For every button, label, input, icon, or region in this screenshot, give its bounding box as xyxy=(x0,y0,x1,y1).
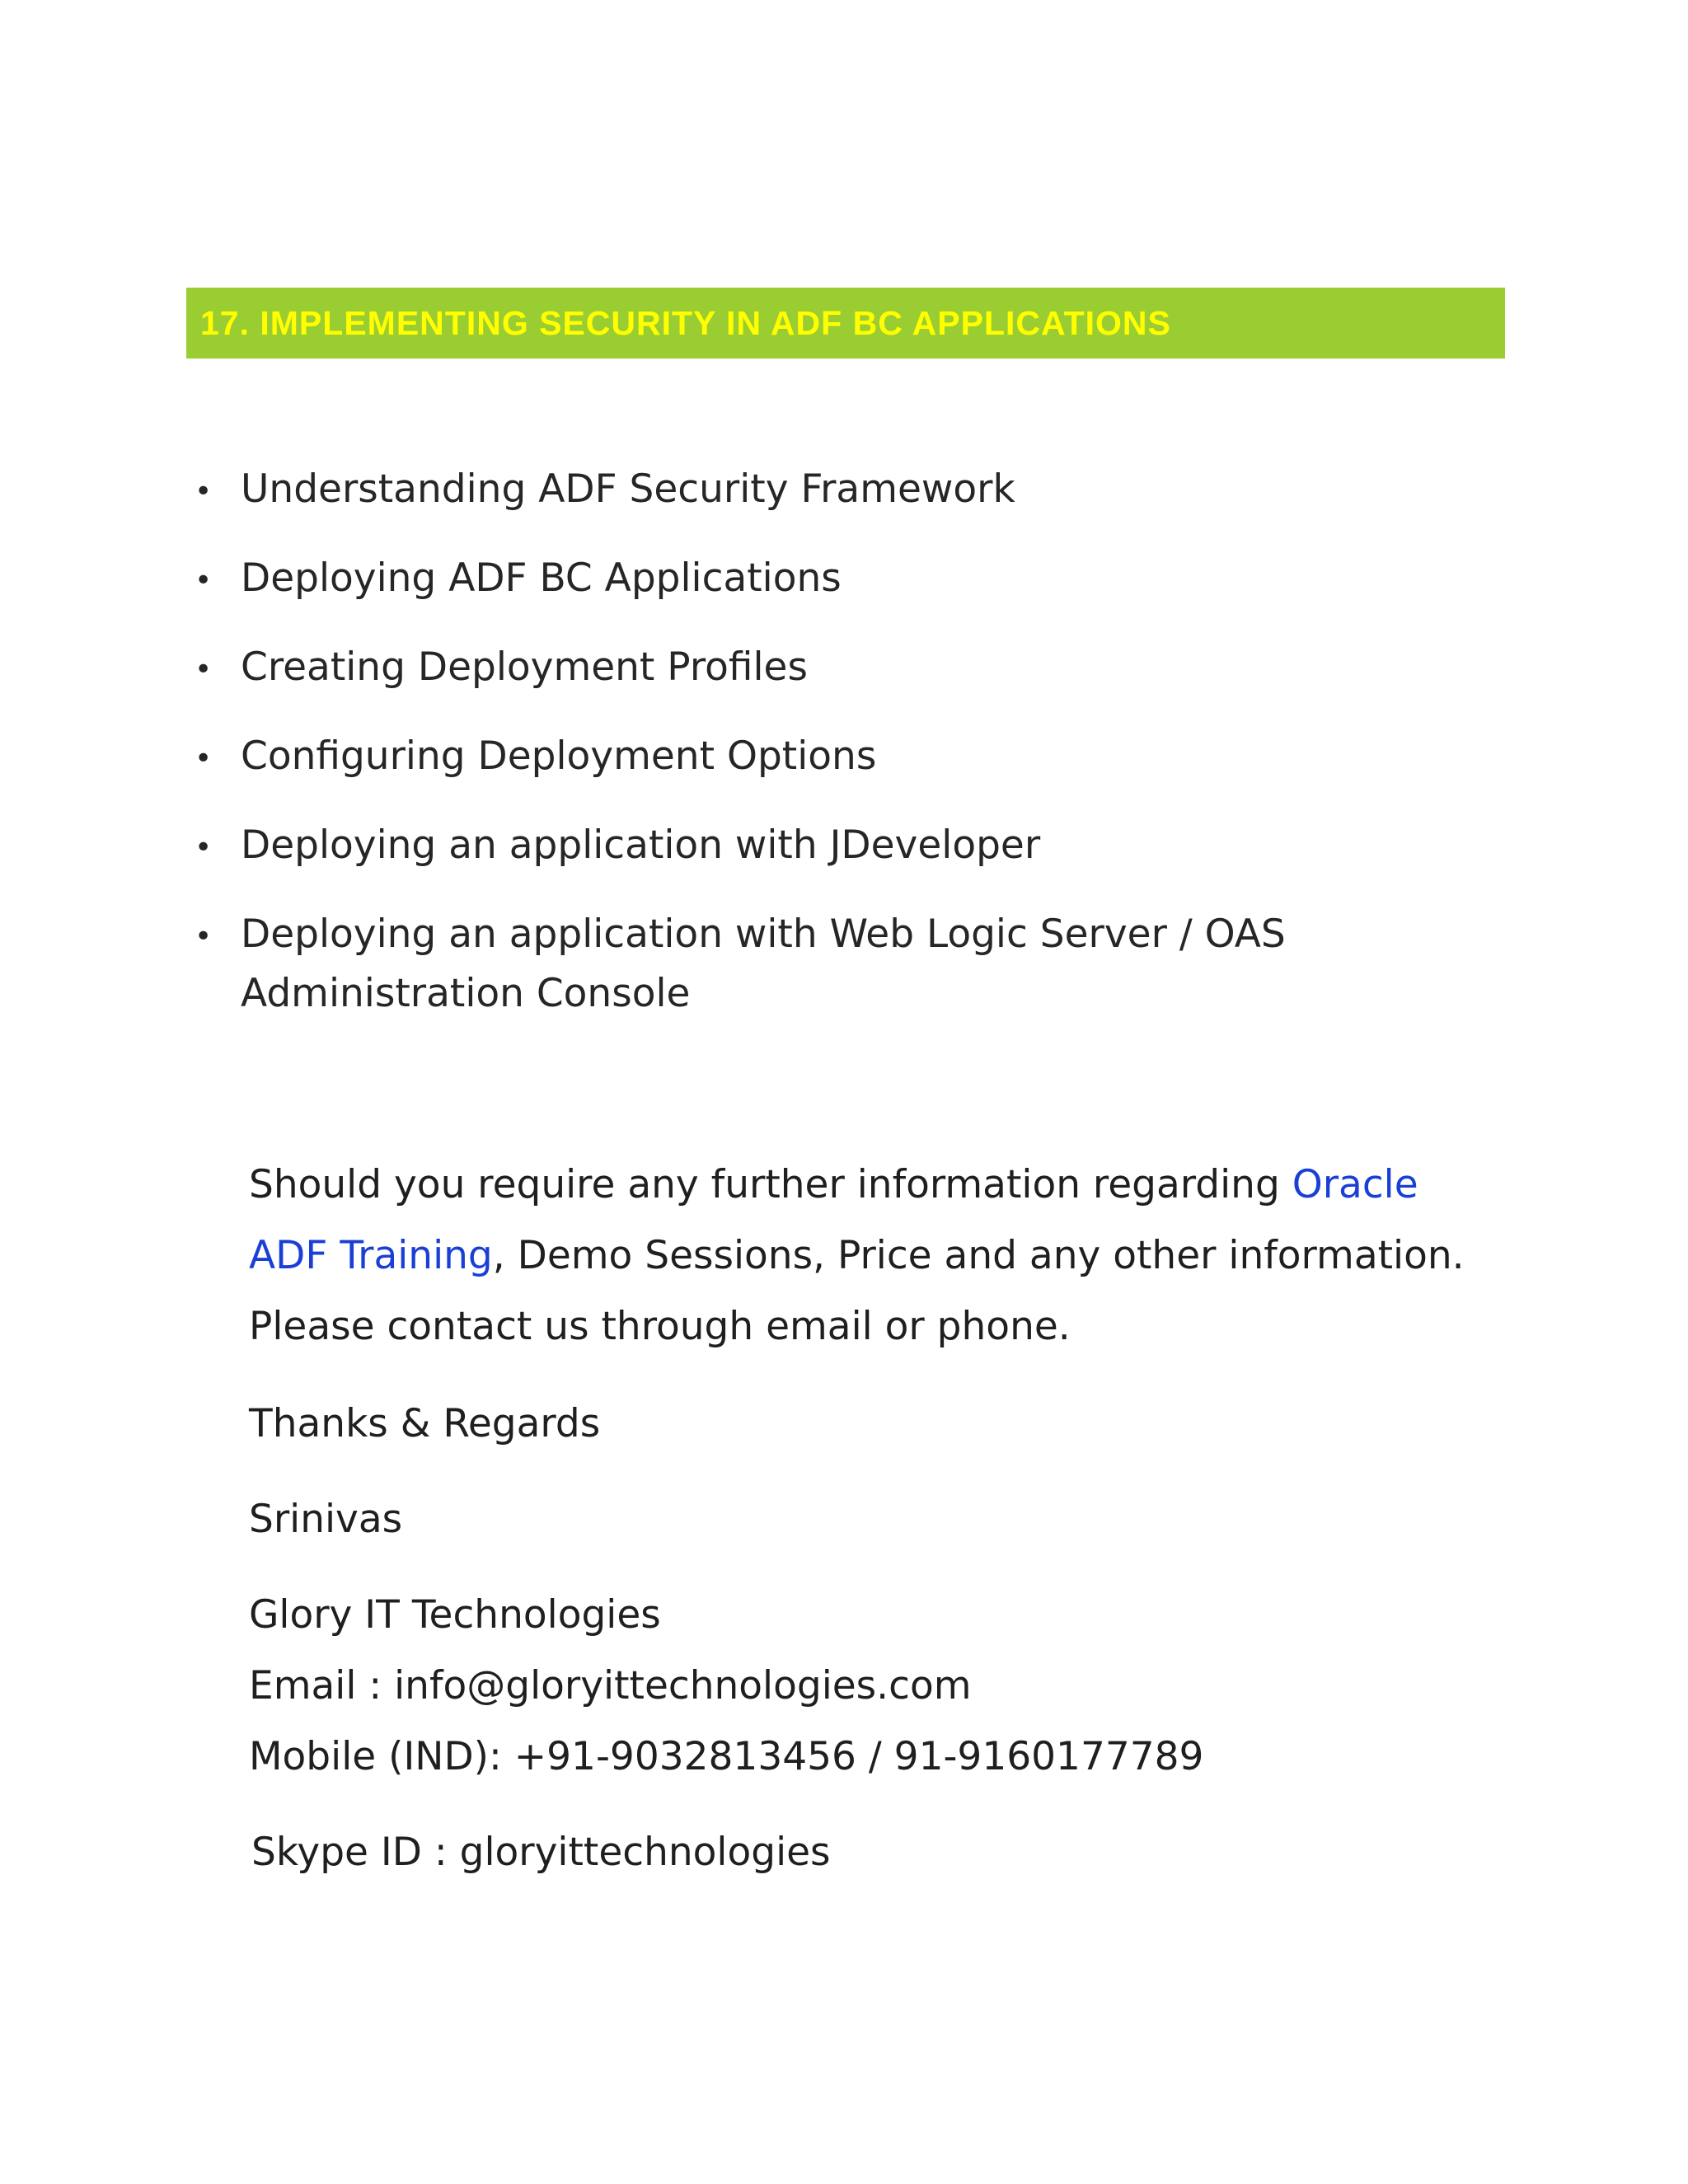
contact-intro-continued: , Demo Sessions, Price and any other information. Please contact us through email or phone. xyxy=(249,1233,1465,1349)
section-title: 17. IMPLEMENTING SECURITY IN ADF BC APPLICATIONS xyxy=(200,304,1171,342)
bullet-icon: • xyxy=(195,920,213,954)
topic-list xyxy=(186,460,1505,1053)
topic-text: Deploying an application with Web Logic Server / OAS Administration Console xyxy=(241,912,1286,1016)
skype-line: Skype ID : gloryittechnologies xyxy=(251,1830,831,1875)
email-line: Email : info@gloryittechnologies.com xyxy=(249,1663,972,1708)
list-item xyxy=(186,905,1505,1024)
bullet-icon: • xyxy=(195,475,213,509)
list-item xyxy=(186,727,1505,786)
topic-text: Configuring Deployment Options xyxy=(241,733,877,779)
contact-block xyxy=(249,1150,1502,1888)
mobile-line: Mobile (IND): +91-9032813456 / 91-9160177789 xyxy=(249,1734,1204,1779)
list-item xyxy=(186,816,1505,875)
list-item xyxy=(186,638,1505,697)
contact-intro-text: Should you require any further information regarding xyxy=(249,1162,1292,1207)
topic-text: Deploying an application with JDeveloper xyxy=(241,823,1041,868)
topic-text: Understanding ADF Security Framework xyxy=(241,466,1015,512)
bullet-icon: • xyxy=(195,653,213,687)
company-name: Glory IT Technologies xyxy=(249,1592,661,1638)
section-heading-banner xyxy=(186,288,1505,359)
list-item xyxy=(186,549,1505,608)
bullet-icon: • xyxy=(195,564,213,598)
list-item xyxy=(186,460,1505,519)
bullet-icon: • xyxy=(195,831,213,865)
bullet-icon: • xyxy=(195,742,213,776)
signoff-thanks: Thanks & Regards xyxy=(249,1401,601,1446)
oracle-adf-training-link[interactable]: Oracle ADF Training xyxy=(249,1162,1418,1278)
signoff-name: Srinivas xyxy=(249,1497,403,1542)
topic-text: Deploying ADF BC Applications xyxy=(241,555,842,601)
contact-paragraph xyxy=(249,1150,1502,1362)
topic-text: Creating Deployment Profiles xyxy=(241,644,808,690)
